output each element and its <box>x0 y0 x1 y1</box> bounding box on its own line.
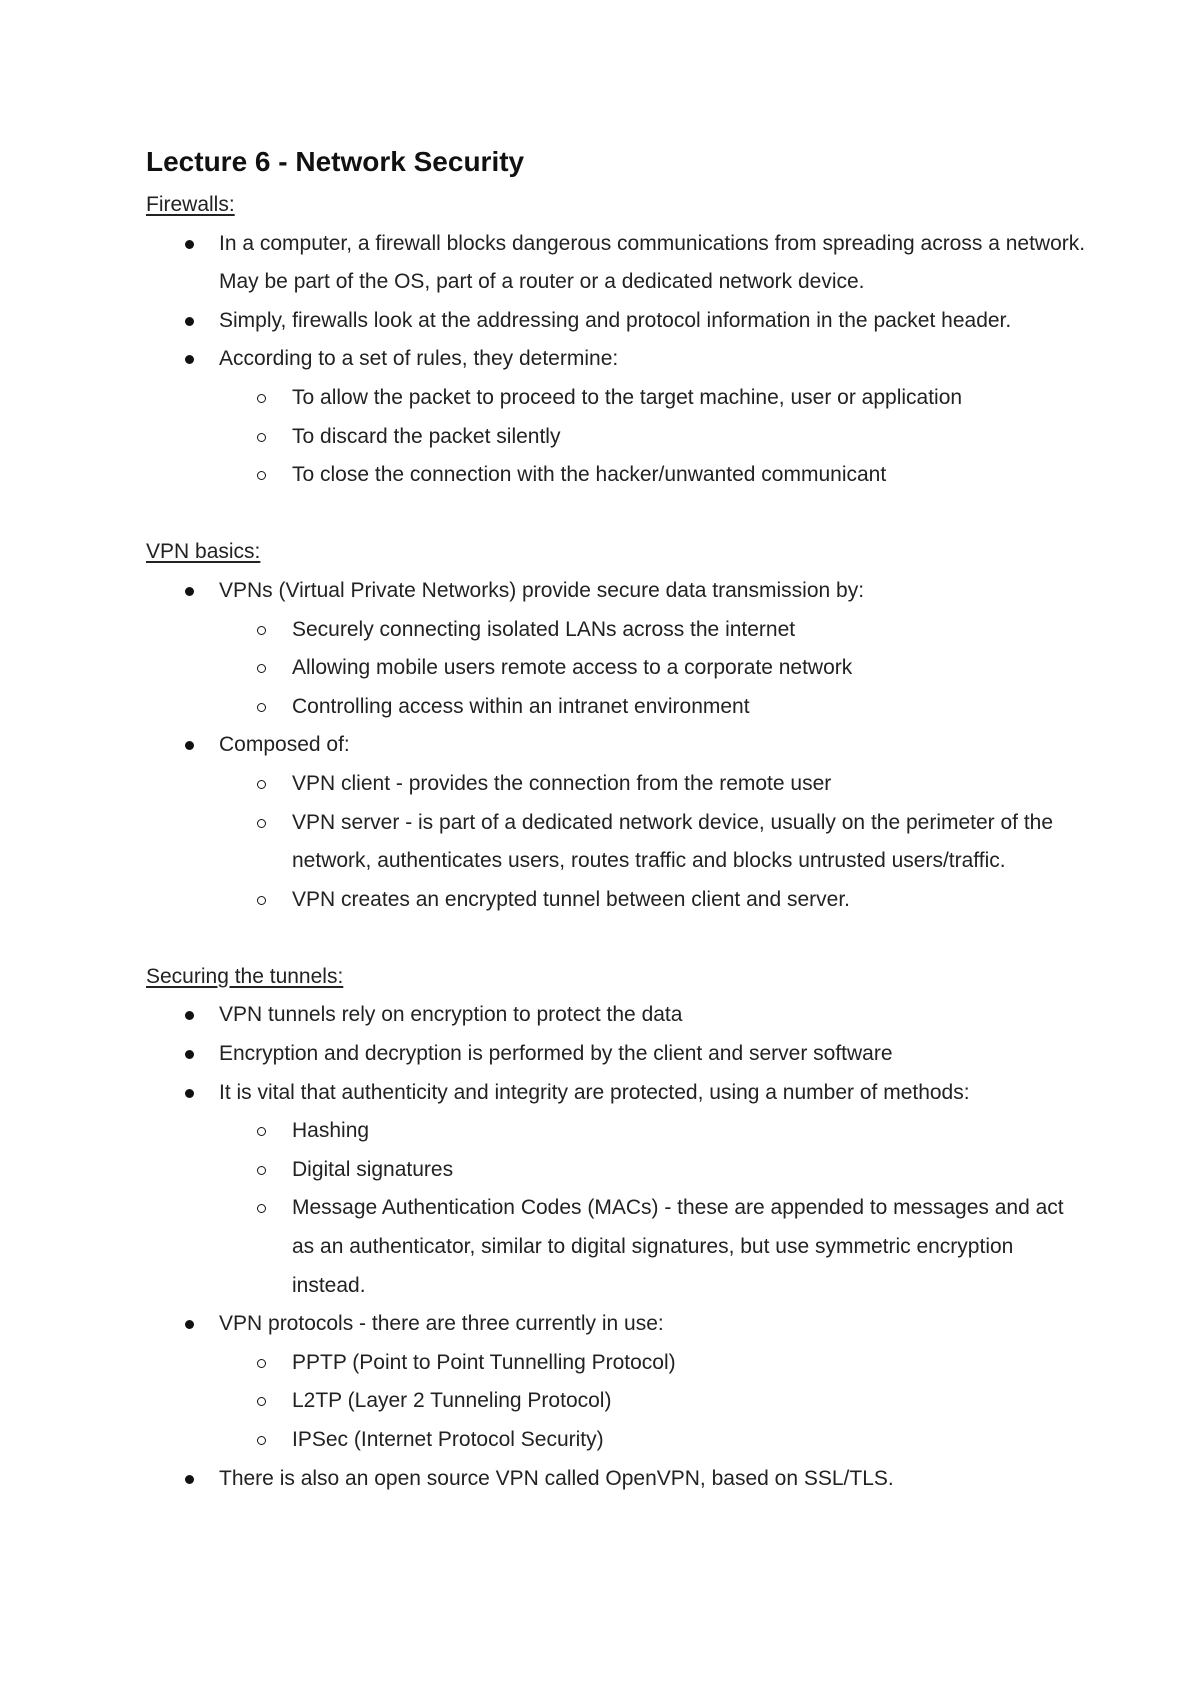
section-securing-tunnels <box>146 958 1086 1498</box>
sub-list-item: Securely connecting isolated LANs across the internet <box>219 611 1086 650</box>
sub-list-item: IPSec (Internet Protocol Security) <box>219 1421 1086 1460</box>
list-item-text: According to a set of rules, they determine: <box>219 347 619 371</box>
document-page <box>146 140 1086 1498</box>
list-item-text: In a computer, a firewall blocks dangerous communications from spreading across a network. May be part of the OS, part of a router or a dedicated network device. <box>219 231 1086 294</box>
bullet-list <box>146 225 1086 495</box>
list-item-text: Encryption and decryption is performed by the client and server software <box>219 1042 893 1066</box>
list-item <box>146 1074 1086 1306</box>
sub-list-item: L2TP (Layer 2 Tunneling Protocol) <box>219 1382 1086 1421</box>
sub-list-item: Hashing <box>219 1112 1086 1151</box>
section-heading: Securing the tunnels: <box>146 964 344 988</box>
list-item <box>146 340 1086 494</box>
list-item <box>146 225 1086 302</box>
page-title: Lecture 6 - Network Security <box>146 146 525 177</box>
list-item-text: It is vital that authenticity and integrity are protected, using a number of methods: <box>219 1080 970 1104</box>
list-item-text: VPN protocols - there are three currently in use: <box>219 1312 664 1336</box>
list-item <box>146 302 1086 341</box>
sub-list-item: Controlling access within an intranet environment <box>219 688 1086 727</box>
list-item <box>146 726 1086 919</box>
section-spacer <box>146 919 1086 958</box>
section-vpn-basics <box>146 533 1086 919</box>
list-item-text: VPNs (Virtual Private Networks) provide secure data transmission by: <box>219 578 865 602</box>
list-item <box>146 572 1086 726</box>
list-item <box>146 1035 1086 1074</box>
sub-bullet-list <box>219 611 1086 727</box>
section-firewalls <box>146 186 1086 495</box>
sub-bullet-list <box>219 379 1086 495</box>
bullet-list <box>146 996 1086 1498</box>
list-item <box>146 996 1086 1035</box>
list-item-text: Composed of: <box>219 733 350 757</box>
section-heading: Firewalls: <box>146 193 235 216</box>
list-item-text: Simply, firewalls look at the addressing and protocol information in the packet header. <box>219 308 1012 332</box>
list-item-text: VPN tunnels rely on encryption to protect the data <box>219 1003 683 1027</box>
sub-list-item: VPN server - is part of a dedicated network device, usually on the perimeter of the network, authenticates users, routes traffic and blocks untrusted users/traffic. <box>219 804 1086 881</box>
section-spacer <box>146 495 1086 534</box>
bullet-list <box>146 572 1086 919</box>
sub-bullet-list <box>219 1344 1086 1460</box>
sub-list-item: To close the connection with the hacker/unwanted communicant <box>219 456 1086 495</box>
list-item-text: There is also an open source VPN called OpenVPN, based on SSL/TLS. <box>219 1466 894 1490</box>
sub-bullet-list <box>219 765 1086 919</box>
sub-list-item: Allowing mobile users remote access to a corporate network <box>219 649 1086 688</box>
sub-list-item: To allow the packet to proceed to the target machine, user or application <box>219 379 1086 418</box>
section-heading: VPN basics: <box>146 540 261 564</box>
sub-list-item: VPN creates an encrypted tunnel between client and server. <box>219 881 1086 920</box>
sub-list-item: Message Authentication Codes (MACs) - these are appended to messages and act as an authenticator, similar to digital signatures, but use symmetric encryption instead. <box>219 1189 1086 1305</box>
sub-list-item: To discard the packet silently <box>219 418 1086 457</box>
sub-list-item: PPTP (Point to Point Tunnelling Protocol) <box>219 1344 1086 1383</box>
sub-list-item: Digital signatures <box>219 1151 1086 1190</box>
sub-list-item: VPN client - provides the connection from the remote user <box>219 765 1086 804</box>
list-item <box>146 1305 1086 1459</box>
list-item <box>146 1460 1086 1499</box>
sub-bullet-list <box>219 1112 1086 1305</box>
